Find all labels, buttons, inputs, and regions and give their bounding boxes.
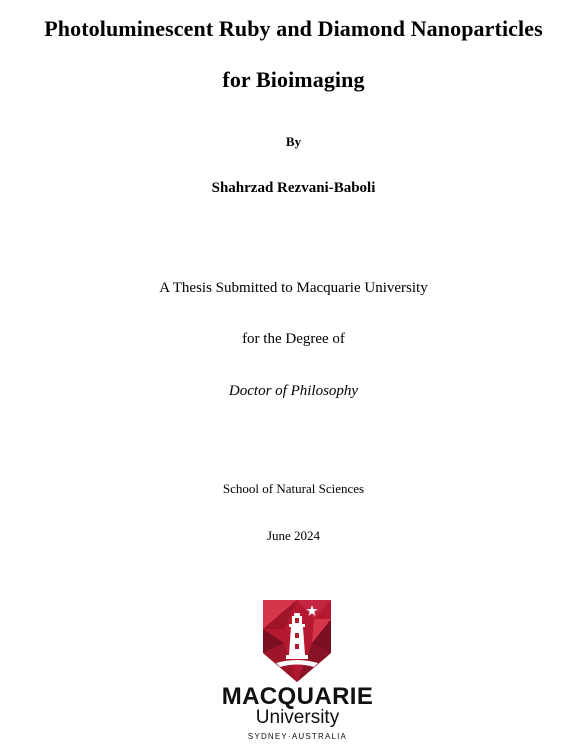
degree-name: Doctor of Philosophy	[228, 383, 359, 399]
university-name-line-2: University	[255, 707, 340, 728]
submission-date: June 2024	[266, 528, 321, 543]
thesis-title-line-1: Photoluminescent Ruby and Diamond Nanoparticles	[44, 16, 543, 41]
macquarie-university-logo	[200, 575, 395, 753]
author-name: Shahrzad Rezvani-Baboli	[211, 180, 376, 196]
thesis-statement-line-1: A Thesis Submitted to Macquarie University	[159, 280, 428, 296]
thesis-title-line-2: for Bioimaging	[222, 67, 365, 92]
university-name-line-1: MACQUARIE	[221, 683, 374, 710]
thesis-statement-line-2: for the Degree of	[242, 331, 345, 347]
school-name: School of Natural Sciences	[222, 481, 365, 496]
by-label: By	[285, 134, 302, 149]
macquarie-lighthouse-crest-icon	[262, 599, 332, 683]
university-location: SYDNEY·AUSTRALIA	[247, 732, 348, 741]
